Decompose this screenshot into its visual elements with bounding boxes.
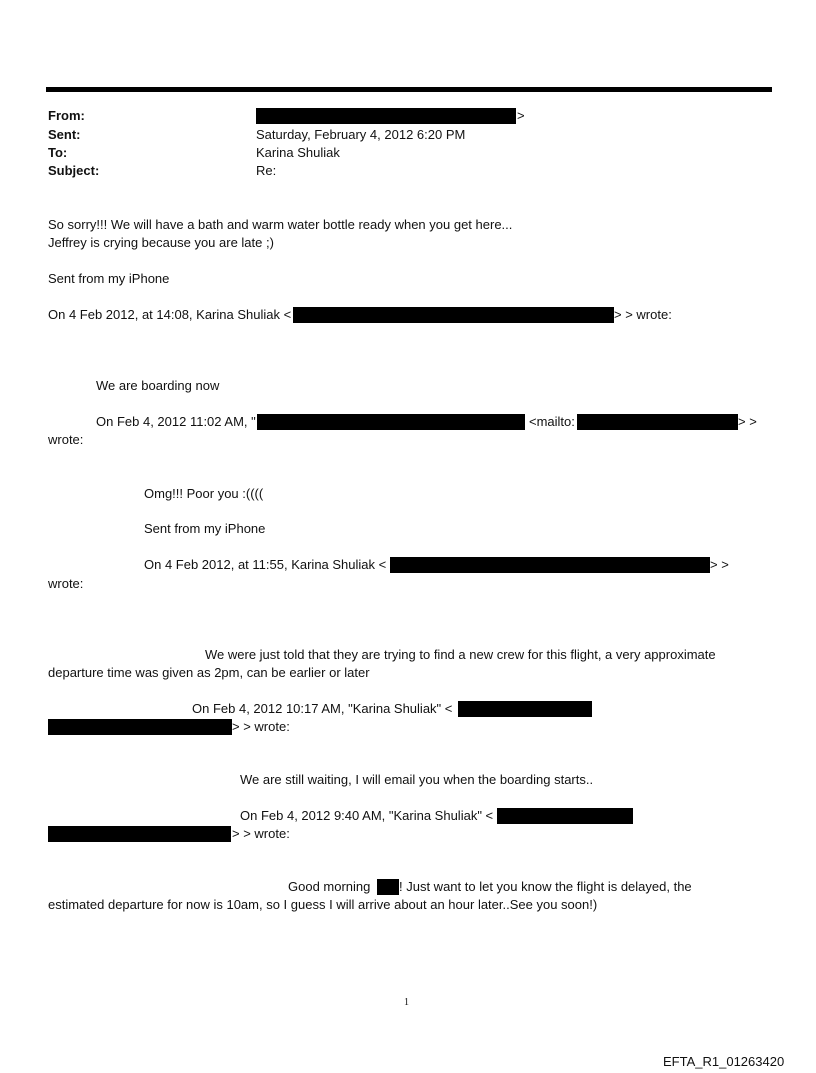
quote2-suffix: > > [738,414,757,429]
quote1-suffix: > > wrote: [614,307,672,322]
redacted-email-1 [293,307,614,323]
reply-line-2: Jeffrey is crying because you are late ;) [48,235,274,250]
quote5-prefix: On Feb 4, 2012 9:40 AM, "Karina Shuliak" < [240,808,494,823]
quote4-suffix: > > wrote: [232,719,290,734]
redacted-email-4b [48,719,232,735]
quote3-wrote: wrote: [48,576,84,591]
redacted-email-3 [390,557,710,573]
waiting-message: We are still waiting, I will email you when the boarding starts.. [240,772,594,787]
redacted-name-6 [377,879,399,895]
morning-line-2: estimated departure for now is 10am, so I guess I will arrive about an hour later..See you soon!) [48,897,598,912]
document-id: EFTA_R1_01263420 [663,1054,785,1069]
reply-line-1: So sorry!!! We will have a bath and warm water bottle ready when you get here... [48,217,513,232]
quote2-mailto: <mailto: [529,414,575,429]
redacted-email-2 [577,414,738,430]
sent-label: Sent: [48,127,81,142]
boarding-message: We are boarding now [96,378,220,393]
signature-1: Sent from my iPhone [48,271,170,286]
header-rule [46,87,772,92]
redacted-email-4a [458,701,592,717]
quote1-prefix: On 4 Feb 2012, at 14:08, Karina Shuliak < [48,307,292,322]
quote3-prefix: On 4 Feb 2012, at 11:55, Karina Shuliak < [144,557,387,572]
from-tail: > [517,108,525,123]
redacted-email-5a [497,808,633,824]
crew-line-1: We were just told that they are trying to find a new crew for this flight, a very approximate [205,647,716,662]
redacted-email-5b [48,826,231,842]
from-label: From: [48,108,85,123]
sent-value: Saturday, February 4, 2012 6:20 PM [256,127,466,142]
quote2-prefix: On Feb 4, 2012 11:02 AM, " [96,414,256,429]
subject-value: Re: [256,163,277,178]
crew-line-2: departure time was given as 2pm, can be earlier or later [48,665,370,680]
subject-label: Subject: [48,163,100,178]
redacted-sender [256,108,516,124]
to-label: To: [48,145,68,160]
morning-suffix: ! Just want to let you know the flight is delayed, the [399,879,692,894]
omg-message: Omg!!! Poor you :(((( [144,486,264,501]
quote5-suffix: > > wrote: [232,826,290,841]
to-value: Karina Shuliak [256,145,340,160]
quote2-wrote: wrote: [48,432,84,447]
page-number: 1 [404,997,409,1008]
signature-2: Sent from my iPhone [144,521,266,536]
morning-prefix: Good morning [288,879,371,894]
redacted-name-2 [257,414,525,430]
quote3-suffix: > > [710,557,729,572]
quote4-prefix: On Feb 4, 2012 10:17 AM, "Karina Shuliak" < [192,701,453,716]
